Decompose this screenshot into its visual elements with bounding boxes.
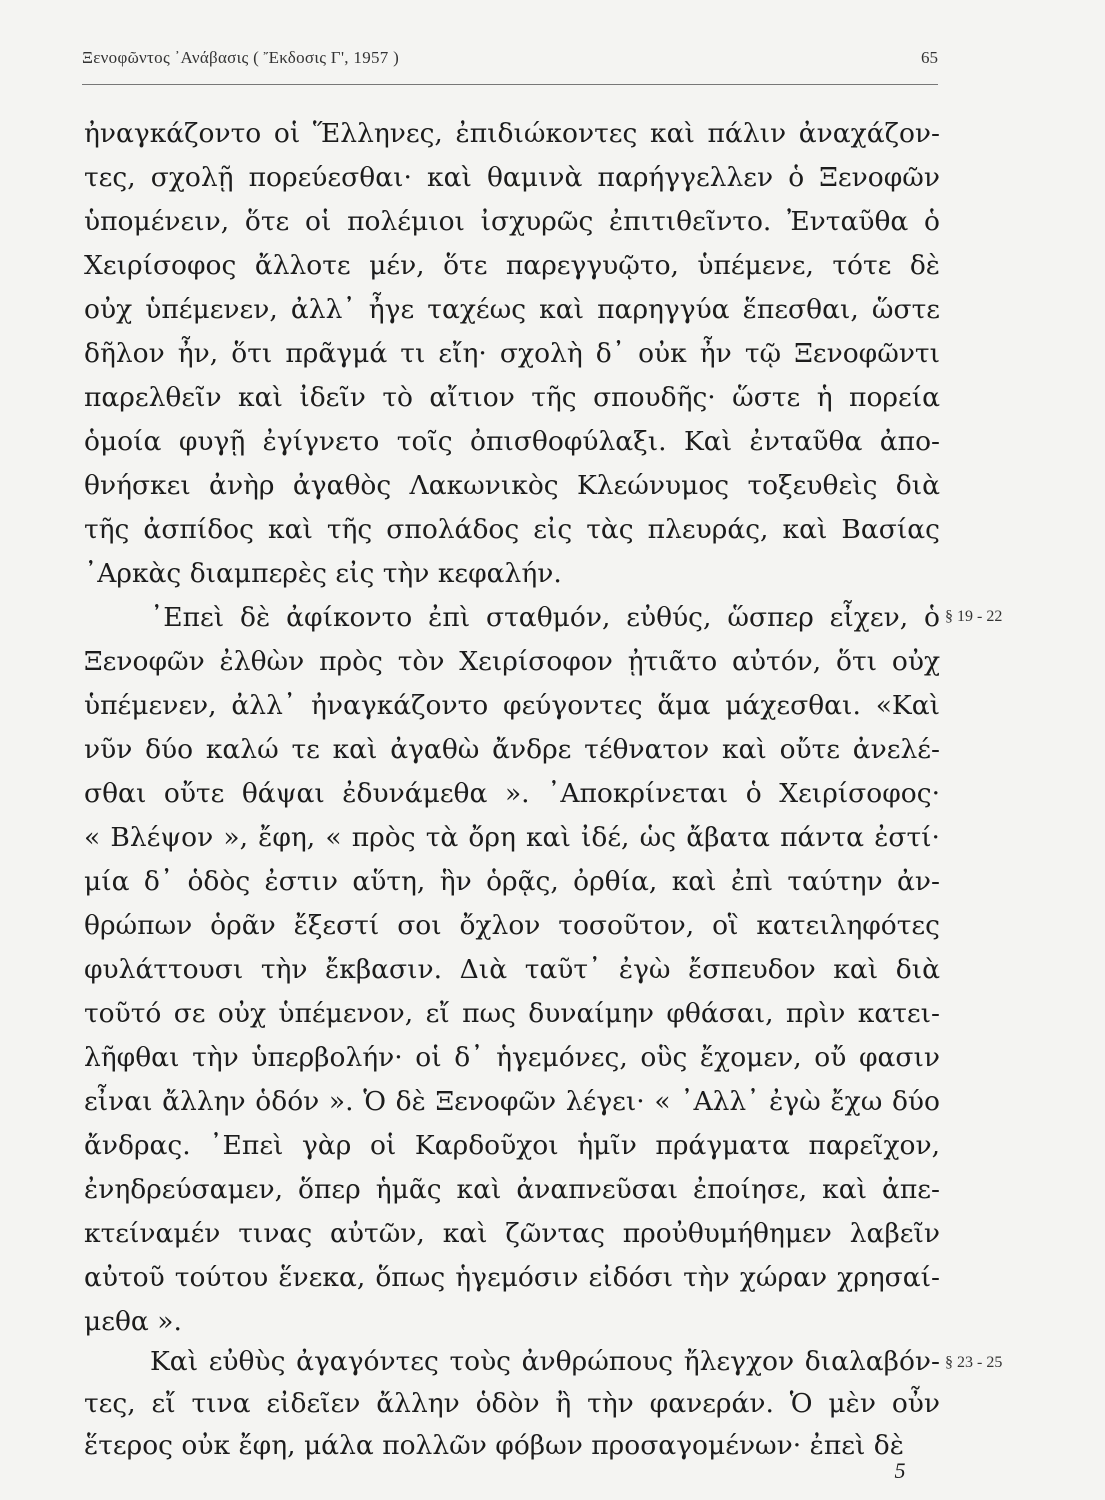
text-line: νῦν δύο καλώ τε καὶ ἀγαθὼ ἄνδρε τέθνατον καὶ οὔτε ἀνελέ- [84,734,940,765]
text-line: ἕτερος οὐκ ἔφη, μάλα πολλῶν φόβων προσαγομένων· ἐπεὶ δὲ [84,1430,904,1461]
text-line: Καὶ εὐθὺς ἀγαγόντες τοὺς ἀνθρώπους ἤλεγχον διαλαβόν- [150,1346,940,1377]
text-line: μία δ᾿ ὁδὸς ἐστιν αὕτη, ἣν ὁρᾷς, ὀρθία, καὶ ἐπὶ ταύτην ἀν- [84,866,940,897]
text-line: φυλάττουσι τὴν ἔκβασιν. Διὰ ταῦτ᾿ ἐγὼ ἔσπευδον καὶ διὰ [84,954,940,985]
page-number: 65 [921,48,938,67]
text-line: ὁμοία φυγῇ ἐγίγνετο τοῖς ὀπισθοφύλαξι. Καὶ ἐνταῦθα ἀπο- [84,426,940,457]
text-line: ὑπέμενεν, ἀλλ᾿ ἠναγκάζοντο φεύγοντες ἅμα μάχεσθαι. «Καὶ [84,690,940,721]
text-line: σθαι οὔτε θάψαι ἐδυνάμεθα ». ᾿Αποκρίνεται ὁ Χειρίσοφος· [84,778,940,809]
text-line: δῆλον ἦν, ὅτι πρᾶγμά τι εἴη· σχολὴ δ᾿ οὐκ ἦν τῷ Ξενοφῶντι [84,338,940,369]
text-line: ἐνηδρεύσαμεν, ὅπερ ἡμᾶς καὶ ἀναπνεῦσαι ἐποίησε, καὶ ἀπε- [84,1174,940,1205]
text-line: κτείναμέν τινας αὐτῶν, καὶ ζῶντας προὐθυμήθημεν λαβεῖν [84,1218,940,1249]
text-line: μεθα ». [84,1306,182,1337]
text-line: ἄνδρας. ᾿Επεὶ γὰρ οἱ Καρδοῦχοι ἡμῖν πράγματα παρεῖχον, [84,1130,940,1161]
text-line: τες, σχολῇ πορεύεσθαι· καὶ θαμινὰ παρήγγελλεν ὁ Ξενοφῶν [84,162,940,193]
text-line: θνήσκει ἀνὴρ ἀγαθὸς Λακωνικὸς Κλεώνυμος τοξευθεὶς διὰ [84,470,940,501]
text-line: τοῦτό σε οὐχ ὑπέμενον, εἴ πως δυναίμην φθάσαι, πρὶν κατει- [84,998,940,1029]
text-line: ὑπομένειν, ὅτε οἱ πολέμιοι ἰσχυρῶς ἐπιτιθεῖντο. Ἐνταῦθα ὁ [84,206,940,237]
text-line: αὐτοῦ τούτου ἕνεκα, ὅπως ἡγεμόσιν εἰδόσι τὴν χώραν χρησαί- [84,1262,940,1293]
text-line: τες, εἴ τινα εἰδεῖεν ἄλλην ὁδὸν ἢ τὴν φανεράν. Ὁ μὲν οὖν [84,1388,940,1419]
text-line: ᾿Αρκὰς διαμπερὲς εἰς τὴν κεφαλήν. [84,558,562,589]
text-line: ἠναγκάζοντο οἱ Ἕλληνες, ἐπιδιώκοντες καὶ πάλιν ἀναχάζον- [84,118,940,149]
running-head [82,48,938,76]
text-line: θρώπων ὁρᾶν ἔξεστί σοι ὄχλον τοσοῦτον, οἳ κατειληφότες [84,910,940,941]
header-rule [82,84,938,85]
text-line: εἶναι ἄλλην ὁδόν ». Ὁ δὲ Ξενοφῶν λέγει· « ᾿Αλλ᾿ ἐγὼ ἔχω δύο [84,1086,940,1117]
text-line: οὐχ ὑπέμενεν, ἀλλ᾿ ἦγε ταχέως καὶ παρηγγύα ἕπεσθαι, ὥστε [84,294,940,325]
running-head-title: Ξενοφῶντος ᾿Ανάβασις ( Ἔκδοσις Γ', 1957 ) [82,48,400,67]
text-line: παρελθεῖν καὶ ἰδεῖν τὸ αἴτιον τῆς σπουδῆς· ὥστε ἡ πορεία [84,382,940,413]
text-line: τῆς ἀσπίδος καὶ τῆς σπολάδος εἰς τὰς πλευράς, καὶ Βασίας [84,514,940,545]
margin-section-ref: § 23 - 25 [945,1354,1003,1371]
text-line: λῆφθαι τὴν ὑπερβολήν· οἱ δ᾿ ἡγεμόνες, οὓς ἔχομεν, οὔ φασιν [84,1042,940,1073]
text-line: ᾿Επεὶ δὲ ἀφίκοντο ἐπὶ σταθμόν, εὐθύς, ὥσπερ εἶχεν, ὁ [150,602,940,633]
signature-mark: 5 [894,1458,906,1483]
text-line: Ξενοφῶν ἐλθὼν πρὸς τὸν Χειρίσοφον ᾐτιᾶτο αὐτόν, ὅτι οὐχ [84,646,940,677]
text-line: Χειρίσοφος ἄλλοτε μέν, ὅτε παρεγγυῷτο, ὑπέμενε, τότε δὲ [84,250,940,281]
margin-section-ref: § 19 - 22 [945,608,1003,625]
text-line: « Βλέψον », ἔφη, « πρὸς τὰ ὄρη καὶ ἰδέ, ὡς ἄβατα πάντα ἐστί· [84,822,940,853]
